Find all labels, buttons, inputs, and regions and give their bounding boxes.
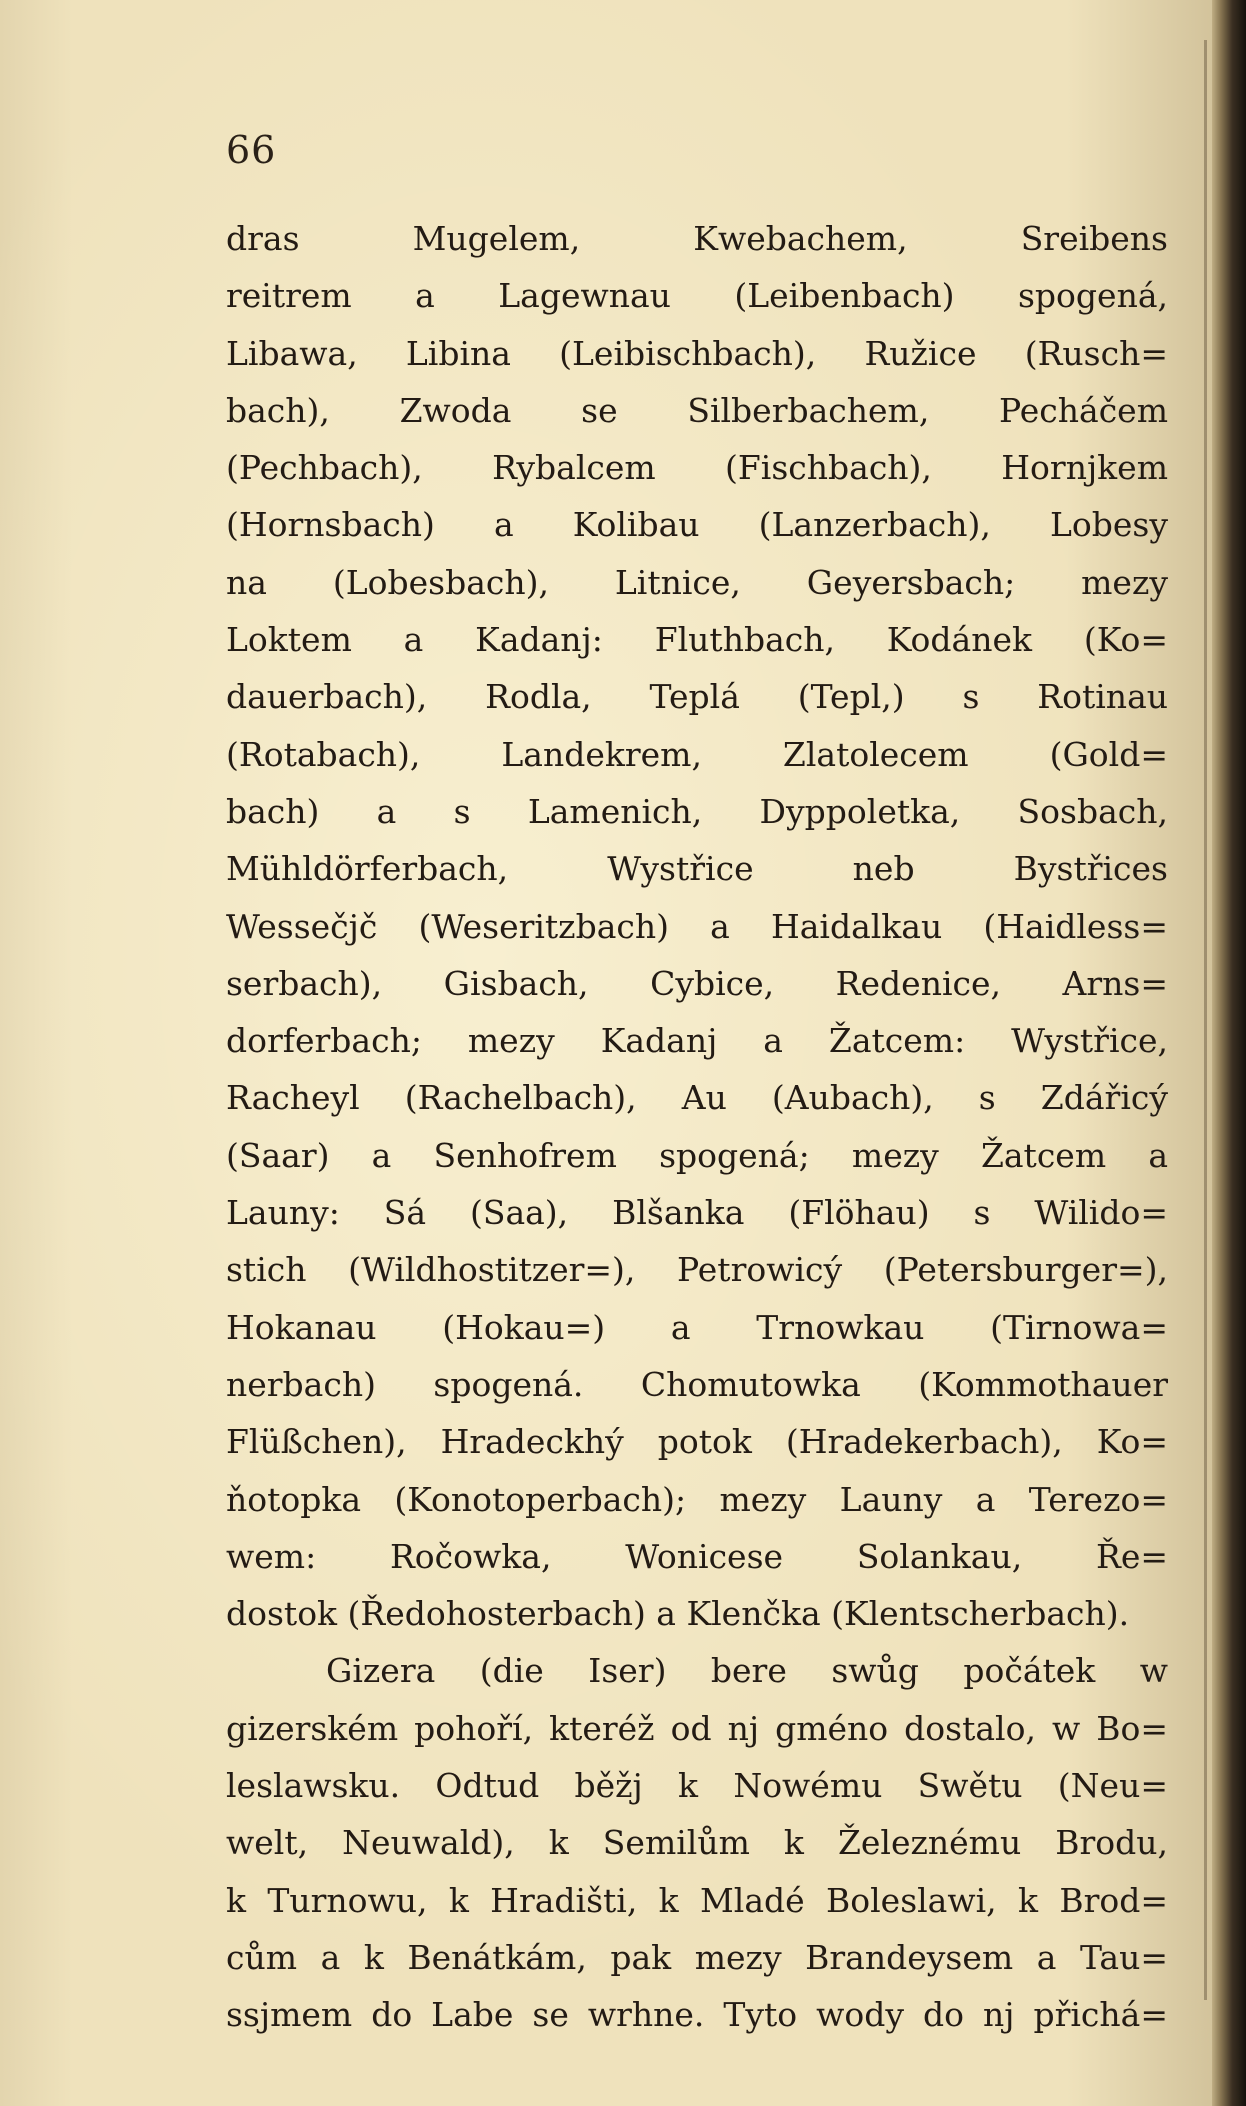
text-line: serbach), Gisbach, Cybice, Redenice, Arns= (226, 963, 1168, 1003)
text-line: Libawa, Libina (Leibischbach), Ružice (Rusch= (226, 333, 1168, 373)
text-line: dorferbach; mezy Kadanj a Žatcem: Wystřice, (226, 1021, 1168, 1061)
text-line: (Rotabach), Landekrem, Zlatolecem (Gold= (226, 734, 1168, 774)
text-line: dauerbach), Rodla, Teplá (Tepl,) s Rotinau (226, 677, 1168, 717)
text-line: wem: Ročowka, Wonicese Solankau, Ře= (226, 1536, 1168, 1576)
text-line: Mühldörferbach, Wystřice neb Bystřices (226, 849, 1168, 889)
text-line: Loktem a Kadanj: Fluthbach, Kodánek (Ko= (226, 620, 1168, 660)
text-line: dostok (Ředohosterbach) a Klenčka (Klentscherbach). (226, 1594, 1130, 1634)
page-edge-shadow (1204, 40, 1207, 2000)
text-line: nerbach) spogená. Chomutowka (Kommothauer (226, 1364, 1168, 1404)
text-line: ssjmem do Labe se wrhne. Tyto wody do nj přichá= (226, 1995, 1168, 2035)
text-line: ňotopka (Konotoperbach); mezy Launy a Terezo= (226, 1479, 1168, 1519)
text-line: stich (Wildhostitzer=), Petrowicý (Petersburger=), (226, 1250, 1168, 1290)
text-line: Racheyl (Rachelbach), Au (Aubach), s Zdářicý (226, 1078, 1168, 1118)
text-line: Wessečjč (Weseritzbach) a Haidalkau (Haidless= (226, 906, 1168, 946)
text-line: reitrem a Lagewnau (Leibenbach) spogená, (226, 276, 1168, 316)
text-line: bach) a s Lamenich, Dyppoletka, Sosbach, (226, 791, 1168, 831)
paragraph-start-line: Gizera (die Iser) bere swůg počátek w (326, 1651, 1168, 1691)
text-line: (Pechbach), Rybalcem (Fischbach), Hornjkem (226, 448, 1168, 488)
text-line: bach), Zwoda se Silberbachem, Pecháčem (226, 390, 1168, 430)
text-line: Flüßchen), Hradeckhý potok (Hradekerbach), Ko= (226, 1422, 1168, 1462)
text-line: gizerském pohoří, kteréž od nj gméno dostalo, w Bo= (226, 1708, 1168, 1748)
text-line: Hokanau (Hokau=) a Trnowkau (Tirnowa= (226, 1307, 1168, 1347)
text-line: Launy: Sá (Saa), Blšanka (Flöhau) s Wilido= (226, 1193, 1168, 1233)
text-line: (Saar) a Senhofrem spogená; mezy Žatcem a (226, 1135, 1168, 1175)
text-line: dras Mugelem, Kwebachem, Sreibens (226, 219, 1168, 258)
book-gutter (1212, 0, 1246, 2106)
text-line: welt, Neuwald), k Semilům k Železnému Brodu, (226, 1823, 1168, 1863)
text-line: leslawsku. Odtud běžj k Nowému Swětu (Neu= (226, 1766, 1168, 1806)
page-number: 66 (226, 128, 277, 172)
text-line: (Hornsbach) a Kolibau (Lanzerbach), Lobesy (226, 505, 1168, 545)
text-line: na (Lobesbach), Litnice, Geyersbach; mezy (226, 562, 1168, 602)
text-line: cům a k Benátkám, pak mezy Brandeysem a Tau= (226, 1937, 1168, 1977)
body-text (226, 210, 1168, 2044)
text-line: k Turnowu, k Hradišti, k Mladé Boleslawi, k Brod= (226, 1880, 1168, 1920)
